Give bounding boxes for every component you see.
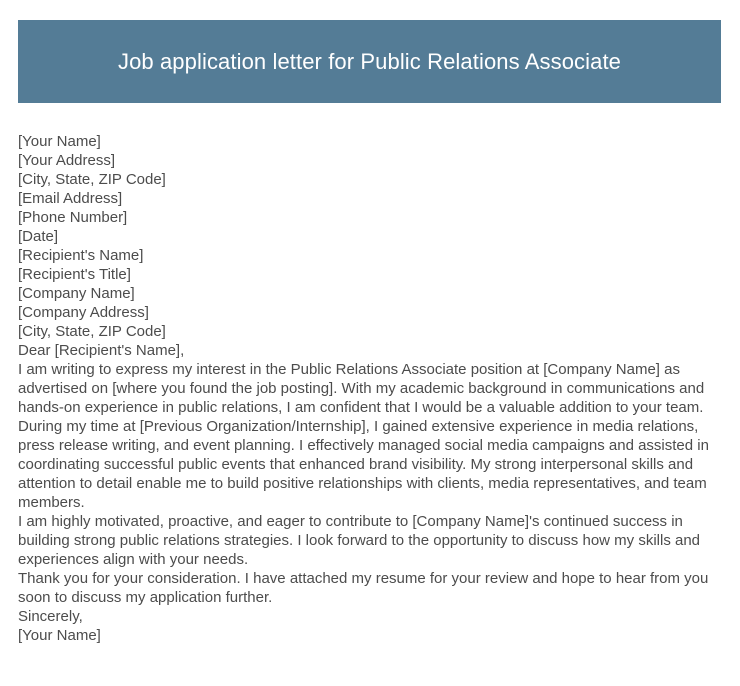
signature-line: [Your Name]: [18, 627, 101, 644]
closing-line: Sincerely,: [18, 608, 83, 625]
address-line-company-name: [Company Name]: [18, 285, 135, 302]
address-line-your-name: [Your Name]: [18, 133, 101, 150]
address-line-your-address: [Your Address]: [18, 152, 116, 169]
address-line-company-address: [Company Address]: [18, 304, 149, 321]
address-line-recipient-name: [Recipient's Name]: [18, 247, 144, 264]
letter-paragraph-2: During my time at [Previous Organization/Internship], I gained extensive experience in media relations, press release writing, and event planning. I effectively managed social media campaigns and assisted in coordinating successful public events that enhanced brand visibility. My strong interpersonal skills and attention to detail enable me to build positive relationships with clients, media representatives, and team members.: [18, 418, 709, 511]
letter-paragraph-4: Thank you for your consideration. I have attached my resume for your review and hope to hear from you soon to discuss my application further.: [18, 570, 709, 606]
salutation: Dear [Recipient's Name],: [18, 342, 185, 359]
letter-paragraph-3: I am highly motivated, proactive, and eager to contribute to [Company Name]'s continued success in building strong public relations strategies. I look forward to the opportunity to discuss how my skills and experiences align with your needs.: [18, 513, 701, 568]
document-header-banner: [18, 20, 721, 103]
letter-paragraph-1: I am writing to express my interest in the Public Relations Associate position at [Company Name] as advertised on [where you found the job posting]. With my academic background in communications and hands-on experience in public relations, I am confident that I would be a valuable addition to your team.: [18, 361, 705, 416]
page-title: Job application letter for Public Relations Associate: [117, 48, 622, 74]
address-line-phone: [Phone Number]: [18, 209, 128, 226]
address-line-date: [Date]: [18, 228, 59, 245]
address-line-company-city: [City, State, ZIP Code]: [18, 323, 166, 340]
address-line-recipient-title: [Recipient's Title]: [18, 266, 131, 283]
address-line-email: [Email Address]: [18, 190, 123, 207]
address-line-your-city-state: [City, State, ZIP Code]: [18, 171, 166, 188]
letter-body: [18, 132, 712, 645]
address-block: [18, 132, 712, 341]
